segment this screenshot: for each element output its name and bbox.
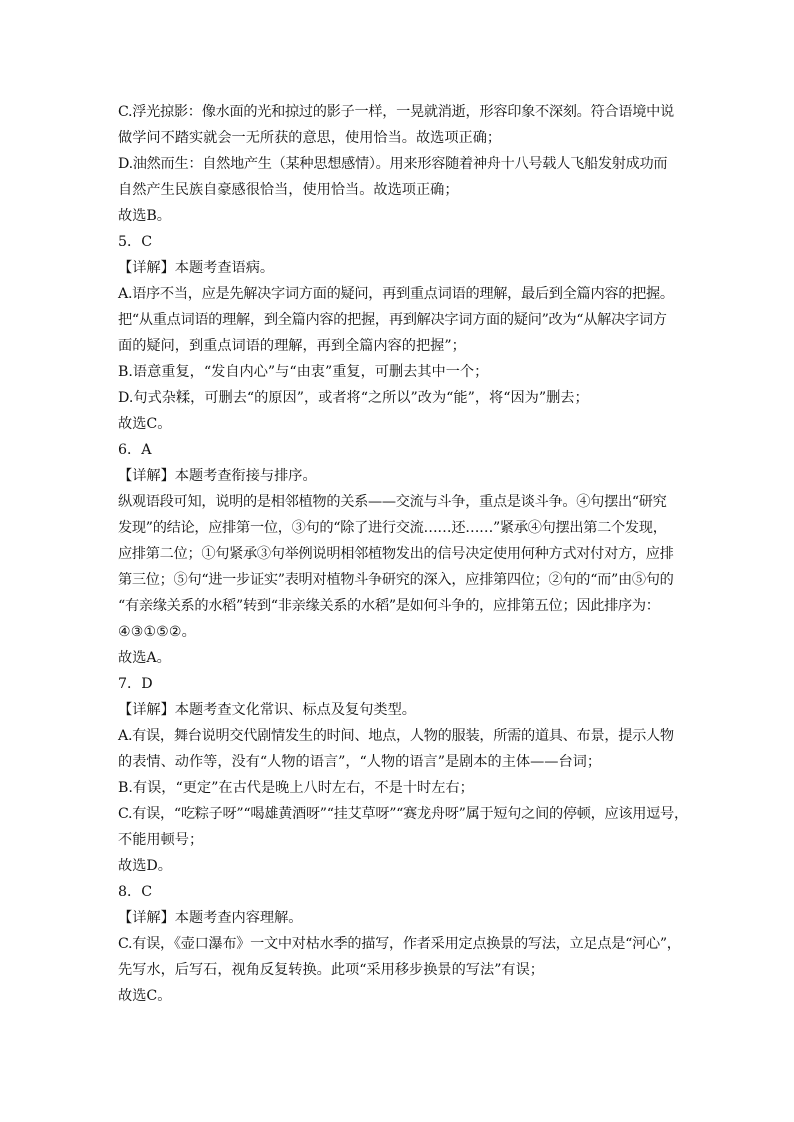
text-line: B.语意重复，“发自内心”与“由衷”重复，可删去其中一个； (118, 364, 489, 380)
text-line: 【详解】本题考查文化常识、标点及复句类型。 (118, 702, 416, 718)
text-line: 先写水，后写石，视角反复转换。此项“采用移步换景的写法”有误； (118, 962, 544, 978)
text-line: 故选C。 (118, 416, 172, 432)
text-line: 纵观语段可知，说明的是相邻植物的关系——交流与斗争，重点是谈斗争。④句摆出“研究 (118, 494, 667, 510)
text-line: C.浮光掠影：像水面的光和掠过的影子一样，一晃就消逝，形容印象不深刻。符合语境中说 (118, 104, 674, 120)
text-line: 把“从重点词语的理解，到全篇内容的把握，再到解决字词方面的疑问”改为“从解决字词方 (118, 312, 667, 328)
text-line: A.有误，舞台说明交代剧情发生的时间、地点，人物的服装，所需的道具、布景，提示人物 (118, 728, 674, 744)
text-line: 发现”的结论，应排第一位，③句的“除了进行交流……还……”紧承④句摆出第二个发现， (118, 520, 667, 536)
question-number: 7．D (118, 676, 153, 692)
text-line: 的表情、动作等，没有“人物的语言”，“人物的语言”是剧本的主体——台词； (118, 754, 602, 770)
text-line: C.有误，“吃粽子呀”“喝雄黄酒呀”“挂艾草呀”“赛龙舟呀”属于短句之间的停顿，应该用逗号， (118, 806, 688, 822)
text-line: D.油然而生：自然地产生（某种思想感情）。用来形容随着神舟十八号载人飞船发射成功而 (118, 156, 668, 172)
answer-explanation-page (118, 99, 688, 1009)
text-line: 面的疑问，到重点词语的理解，再到全篇内容的把握”； (118, 338, 466, 354)
question-number: 8．C (118, 884, 153, 900)
text-line: 不能用顿号； (118, 832, 204, 848)
text-line: 故选C。 (118, 988, 172, 1004)
text-line: D.句式杂糅，可删去“的原因”，或者将“之所以”改为“能”，将“因为”删去； (118, 390, 589, 406)
text-line: 【详解】本题考查衔接与排序。 (118, 468, 317, 484)
text-line: 做学问不踏实就会一无所获的意思，使用恰当。故选项正确； (118, 130, 502, 146)
text-line: A.语序不当，应是先解决字词方面的疑问，再到重点词语的理解，最后到全篇内容的把握。 (118, 286, 674, 302)
text-line: C.有误，《壶口瀑布》一文中对枯水季的描写，作者采用定点换景的写法，立足点是“河心”， (118, 936, 681, 952)
text-line: 第三位；⑤句“进一步证实”表明对植物斗争研究的深入，应排第四位；②句的“而”由⑤句的 (118, 572, 674, 588)
text-line: 自然产生民族自豪感很恰当，使用恰当。故选项正确； (118, 182, 459, 198)
text-line: 故选D。 (118, 858, 172, 874)
text-line: B.有误，“更定”在古代是晚上八时左右，不是十时左右； (118, 780, 474, 796)
text-line: ④③①⑤②。 (118, 624, 196, 640)
text-line: 【详解】本题考查内容理解。 (118, 910, 303, 926)
question-number: 6．A (118, 442, 152, 458)
text-line: “有亲缘关系的水稻”转到“非亲缘关系的水稻”是如何斗争的，应排第五位；因此排序为： (118, 598, 660, 614)
question-number: 5．C (118, 234, 153, 250)
text-line: 故选A。 (118, 650, 171, 666)
text-line: 【详解】本题考查语病。 (118, 260, 275, 276)
text-line: 应排第二位；①句紧承③句举例说明相邻植物发出的信号决定使用何种方式对付对方，应排 (118, 546, 674, 562)
text-line: 故选B。 (118, 208, 171, 224)
